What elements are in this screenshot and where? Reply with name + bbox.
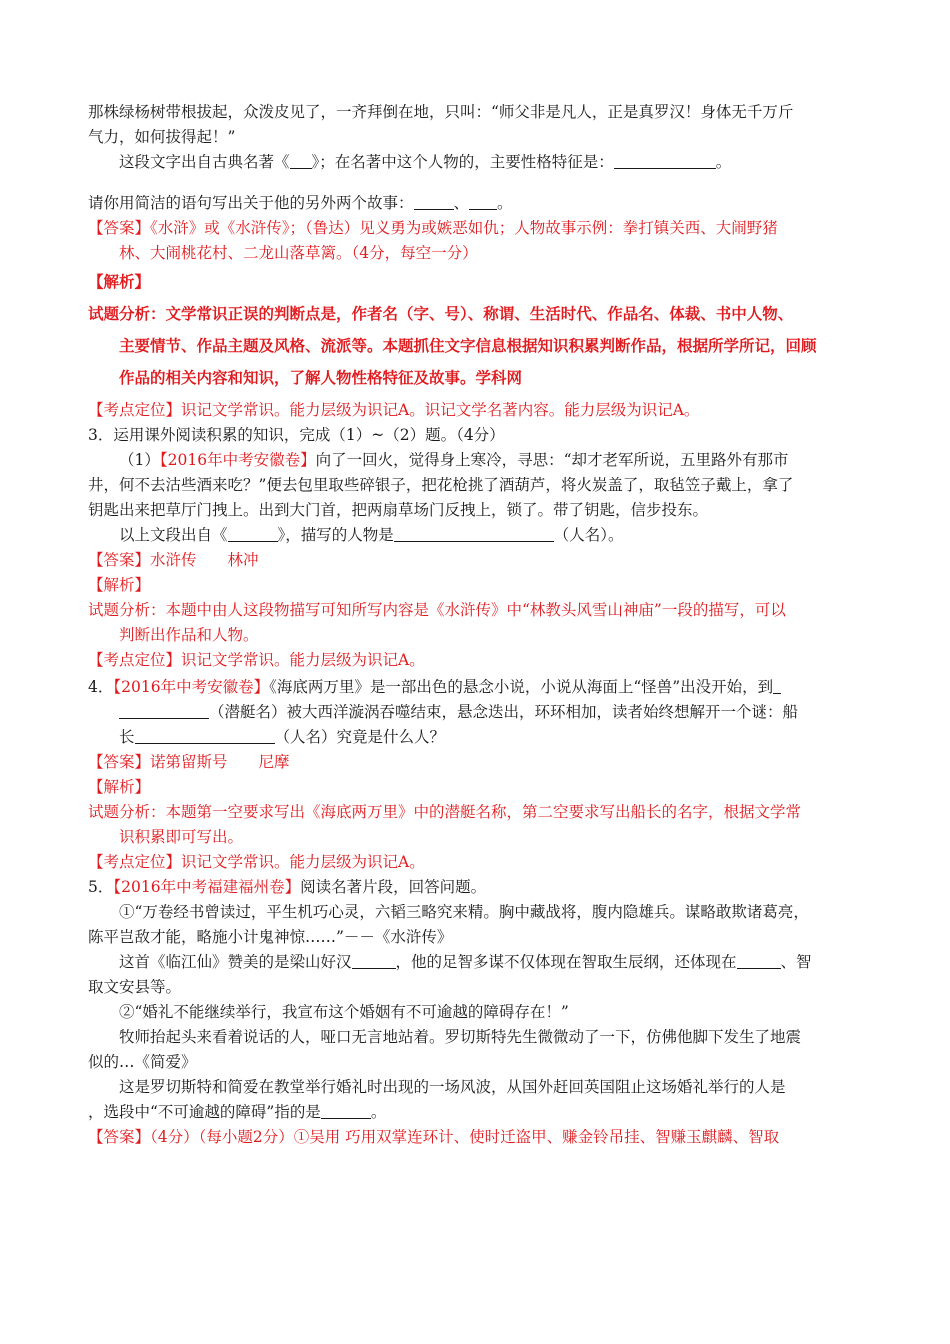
source-tag: 【2016年中考安徽卷】 <box>113 678 270 696</box>
question-line <box>88 675 878 700</box>
passage-line: ①“万卷经书曾读过，平生机巧心灵，六韬三略究来精。胸中藏战将，腹内隐雄兵。谋略敢欺诸葛亮， <box>119 903 809 921</box>
answer-line <box>88 548 878 573</box>
answer-blank[interactable] <box>119 702 209 719</box>
answer-blank[interactable] <box>321 1102 371 1119</box>
answer-blank[interactable] <box>394 525 554 542</box>
passage-line <box>88 448 878 473</box>
answer-blank[interactable] <box>614 152 716 169</box>
answer-tag: 【答案】 <box>88 1128 151 1146</box>
answer-tag: 【答案】 <box>88 753 151 771</box>
prompt-text: 。 <box>370 1103 387 1121</box>
question-number: 5． <box>88 878 114 896</box>
answer-text: 诺第留斯号 尼摩 <box>150 753 290 771</box>
prompt-text: 这段文字出自古典名著《 <box>119 153 290 171</box>
question-text: （人名）究竟是什么人？ <box>274 728 446 746</box>
answer-blank[interactable] <box>469 193 497 210</box>
key-point-text: 识记文学常识。能力层级为识记A。识记文学名著内容。能力层级为识记A。 <box>181 401 700 419</box>
passage-line: 陈平岂敌才能，略施小计鬼神惊……”－－《水浒传》 <box>88 928 453 946</box>
passage-line: 钥匙出来把草厅门拽上。出到大门首，把两扇草场门反拽上，锁了。带了钥匙，信步投东。 <box>88 501 709 519</box>
question-line <box>88 725 878 750</box>
source-tag: 【2016年中考安徽卷】 <box>159 451 316 469</box>
answer-tag: 【答案】 <box>88 551 151 569</box>
analysis-line: 判断出作品和人物。 <box>119 626 259 644</box>
passage-line: 似的…《简爱》 <box>88 1053 197 1071</box>
passage-line: 井，何不去沽些酒来吃？”便去包里取些碎银子，把花枪挑了酒葫芦，将火炭盖了，取毡笠子戴上，拿了 <box>88 476 794 494</box>
question-title: 3．运用课外阅读积累的知识，完成（1）~（2）题。（4分） <box>88 426 505 444</box>
key-point-tag: 【考点定位】 <box>88 853 182 871</box>
key-point-text: 识记文学常识。能力层级为识记A。 <box>181 853 425 871</box>
question-prompt <box>88 950 878 975</box>
answer-line <box>88 750 878 775</box>
prompt-text: 。 <box>497 194 513 212</box>
answer-text: （4分）（每小题2分）①吴用 巧用双掌连环计、使时迁盗甲、赚金铃吊挂、智赚玉麒麟、智取 <box>150 1128 780 1146</box>
question-line <box>88 700 878 725</box>
question-prompt: 取文安县等。 <box>88 978 182 996</box>
prompt-text: ，选段中“不可逾越的障碍”指的是 <box>88 1103 321 1121</box>
passage-line: 气力，如何拔得起！” <box>88 128 236 146</box>
prompt-text: 这首《临江仙》赞美的是梁山好汉 <box>119 953 352 971</box>
key-point-line <box>88 398 878 423</box>
key-point-text: 识记文学常识。能力层级为识记A。 <box>181 651 425 669</box>
sub-number: （1） <box>119 451 160 469</box>
question-text: 《海底两万里》是一部出色的悬念小说，小说从海面上“怪兽”出没开始，到 <box>269 678 774 696</box>
analysis-tag: 【解析】 <box>88 273 151 291</box>
key-point-tag: 【考点定位】 <box>88 651 182 669</box>
question-prompt <box>88 191 878 216</box>
answer-line <box>88 216 878 241</box>
passage-line: 那株绿杨树带根拔起，众泼皮见了，一齐拜倒在地，只叫：“师父非是凡人，正是真罗汉！身体无千万斤 <box>88 103 794 121</box>
analysis-line: 主要情节、作品主题及风格、流派等。本题抓住文字信息根据知识积累判断作品，根据所学所记，回顾 <box>119 337 817 355</box>
analysis-line: 识积累即可写出。 <box>119 828 244 846</box>
analysis-tag: 【解析】 <box>88 778 151 796</box>
answer-blank[interactable] <box>414 193 454 210</box>
analysis-line: 作品的相关内容和知识，了解人物性格特征及故事。学科网 <box>119 369 523 387</box>
analysis-tag: 【解析】 <box>88 576 151 594</box>
question-prompt <box>88 1100 878 1125</box>
prompt-text: 。 <box>715 153 732 171</box>
passage-text: 向了一回火，觉得身上寒冷，寻思：“却才老军所说，五里路外有那市 <box>315 451 789 469</box>
answer-blank[interactable] <box>228 525 278 542</box>
answer-text: 水浒传 林冲 <box>150 551 259 569</box>
answer-blank[interactable] <box>737 952 781 969</box>
passage-line: ②“婚礼不能继续举行，我宣布这个婚姻有不可逾越的障碍存在！” <box>119 1003 569 1021</box>
question-prompt <box>88 150 878 175</box>
prompt-text: 、 <box>453 194 470 212</box>
answer-line <box>88 1125 878 1150</box>
question-prompt: 这是罗切斯特和简爱在教堂举行婚礼时出现的一场风波，从国外赶回英国阻止这场婚礼举行的人是 <box>119 1078 786 1096</box>
passage-line: 牧师抬起头来看着说话的人，哑口无言地站着。罗切斯特先生微微动了一下，仿佛他脚下发生了地震 <box>119 1028 802 1046</box>
answer-text: 《水浒》或《水浒传》；（鲁达）见义勇为或嫉恶如仇；人物故事示例：拳打镇关西、大闹野猪 <box>150 219 778 237</box>
question-number: 4． <box>88 678 114 696</box>
key-point-tag: 【考点定位】 <box>88 401 182 419</box>
prompt-text: 》，描写的人物是 <box>277 526 394 544</box>
prompt-text: 》；在名著中这个人物的，主要性格特征是： <box>311 153 614 171</box>
answer-tag: 【答案】 <box>88 219 151 237</box>
question-line <box>88 875 878 900</box>
answer-blank[interactable] <box>352 952 396 969</box>
answer-blank[interactable] <box>773 677 781 694</box>
answer-blank[interactable] <box>135 727 275 744</box>
question-prompt <box>88 523 878 548</box>
question-text: 长 <box>119 728 135 746</box>
prompt-text: ，他的足智多谋不仅体现在智取生辰纲，还体现在 <box>395 953 737 971</box>
key-point-line <box>88 648 878 673</box>
answer-blank[interactable] <box>290 152 312 169</box>
analysis-line: 试题分析：本题中由人这段物描写可知所写内容是《水浒传》中“林教头风雪山神庙”一段的描写，可以 <box>88 601 786 619</box>
document-page <box>88 100 878 1150</box>
prompt-text: （人名）。 <box>553 526 624 544</box>
question-text: 阅读名著片段，回答问题。 <box>300 878 487 896</box>
key-point-line <box>88 850 878 875</box>
prompt-text: 请你用简洁的语句写出关于他的另外两个故事： <box>88 194 414 212</box>
answer-line: 林、大闹桃花村、二龙山落草篱。（4分，每空一分） <box>119 244 478 262</box>
question-text: （潜艇名）被大西洋漩涡吞噬结束，悬念迭出，环环相加，读者始终想解开一个谜：船 <box>209 703 799 721</box>
prompt-text: 、智 <box>780 953 812 971</box>
source-tag: 【2016年中考福建福州卷】 <box>113 878 301 896</box>
prompt-text: 以上文段出自《 <box>119 526 228 544</box>
analysis-line: 试题分析：文学常识正误的判断点是，作者名（字、号）、称谓、生活时代、作品名、体裁、书中人物、 <box>88 305 794 323</box>
analysis-line: 试题分析：本题第一空要求写出《海底两万里》中的潜艇名称，第二空要求写出船长的名字，根据文学常 <box>88 803 802 821</box>
